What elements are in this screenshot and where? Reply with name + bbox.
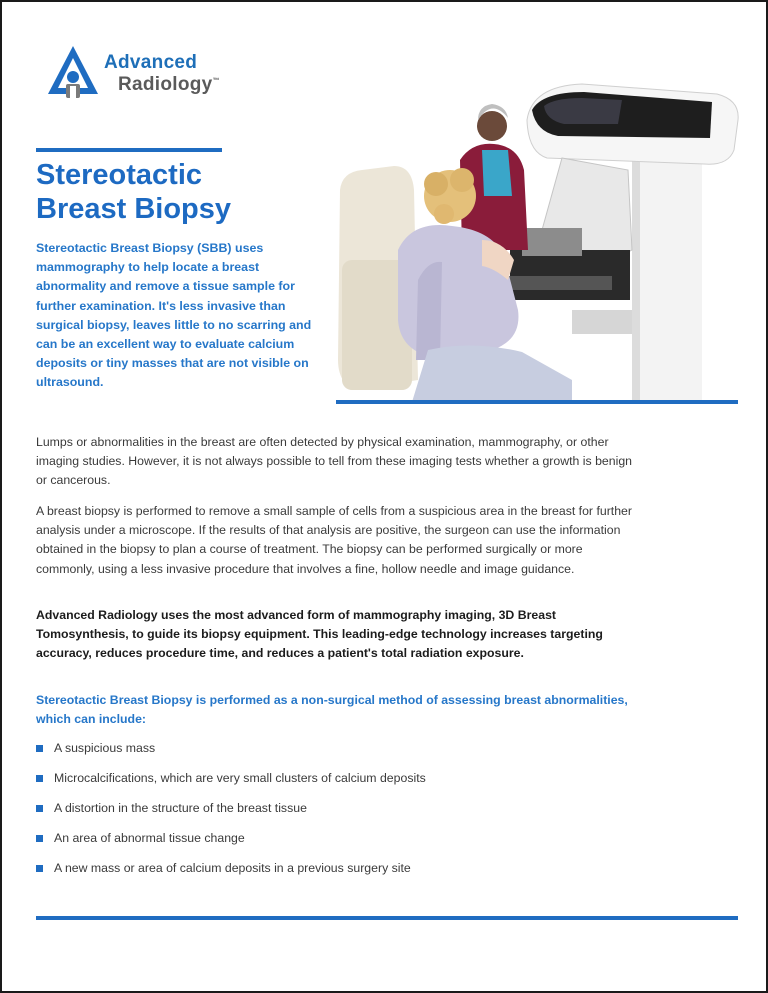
- paragraph-abnormalities-intro: Stereotactic Breast Biopsy is performed as a non-surgical method of assessing breast abnormalities, which can include:: [36, 693, 628, 727]
- photo-divider: [336, 400, 738, 404]
- bullet-square-icon: [36, 805, 43, 812]
- title-divider: [36, 148, 222, 152]
- trademark-symbol: ™: [212, 77, 220, 85]
- paragraph-tomosynthesis: Advanced Radiology uses the most advanced form of mammography imaging, 3D Breast Tomosynthesis, to guide its biopsy equipment. This leading-edge technology increases targeting accuracy, reduces procedure time, and reduces a patient's total radiation exposure.: [36, 608, 603, 661]
- page-title: [36, 158, 316, 226]
- logo-mark-icon: [46, 44, 100, 102]
- intro-paragraph: Stereotactic Breast Biopsy (SBB) uses mammography to help locate a breast abnormality and remove a tissue sample for further examination. It's less invasive than surgical biopsy, leaves little to no scarring and can be an excellent way to evaluate calcium deposits or tiny masses that are not visible on ultrasound.: [36, 241, 312, 390]
- title-line-1: Stereotactic: [36, 159, 203, 191]
- bullet-square-icon: [36, 775, 43, 782]
- paragraph-detection: Lumps or abnormalities in the breast are often detected by physical examination, mammography, or other imaging studies. However, it is not always possible to tell from these imaging tests whether a growth is benign or cancerous.: [36, 435, 633, 488]
- bullet-square-icon: [36, 865, 43, 872]
- logo-text-advanced: Advanced: [104, 52, 198, 73]
- title-line-2: Breast Biopsy: [36, 193, 232, 225]
- advanced-radiology-logo: [46, 44, 286, 104]
- footer-divider: [36, 916, 738, 920]
- biopsy-procedure-photo: [332, 80, 742, 402]
- abnormalities-list: [36, 738, 676, 888]
- list-item: A distortion in the structure of the breast tissue: [36, 798, 676, 828]
- paragraph-biopsy-purpose: A breast biopsy is performed to remove a small sample of cells from a suspicious area in the breast for further analysis under a microscope. If the results of that analysis are positive, the surgeon can use the information obtained in the biopsy to plan a course of treatment. The biopsy can be performed surgically or more commonly, using a less invasive procedure that involves a fine, hollow needle and image guidance.: [36, 504, 632, 576]
- bullet-square-icon: [36, 745, 43, 752]
- list-item: A suspicious mass: [36, 738, 676, 768]
- list-item: Microcalcifications, which are very small clusters of calcium deposits: [36, 768, 676, 798]
- list-item: A new mass or area of calcium deposits in a previous surgery site: [36, 858, 676, 888]
- list-item: An area of abnormal tissue change: [36, 828, 676, 858]
- logo-text-radiology: Radiology™: [118, 74, 220, 95]
- bullet-square-icon: [36, 835, 43, 842]
